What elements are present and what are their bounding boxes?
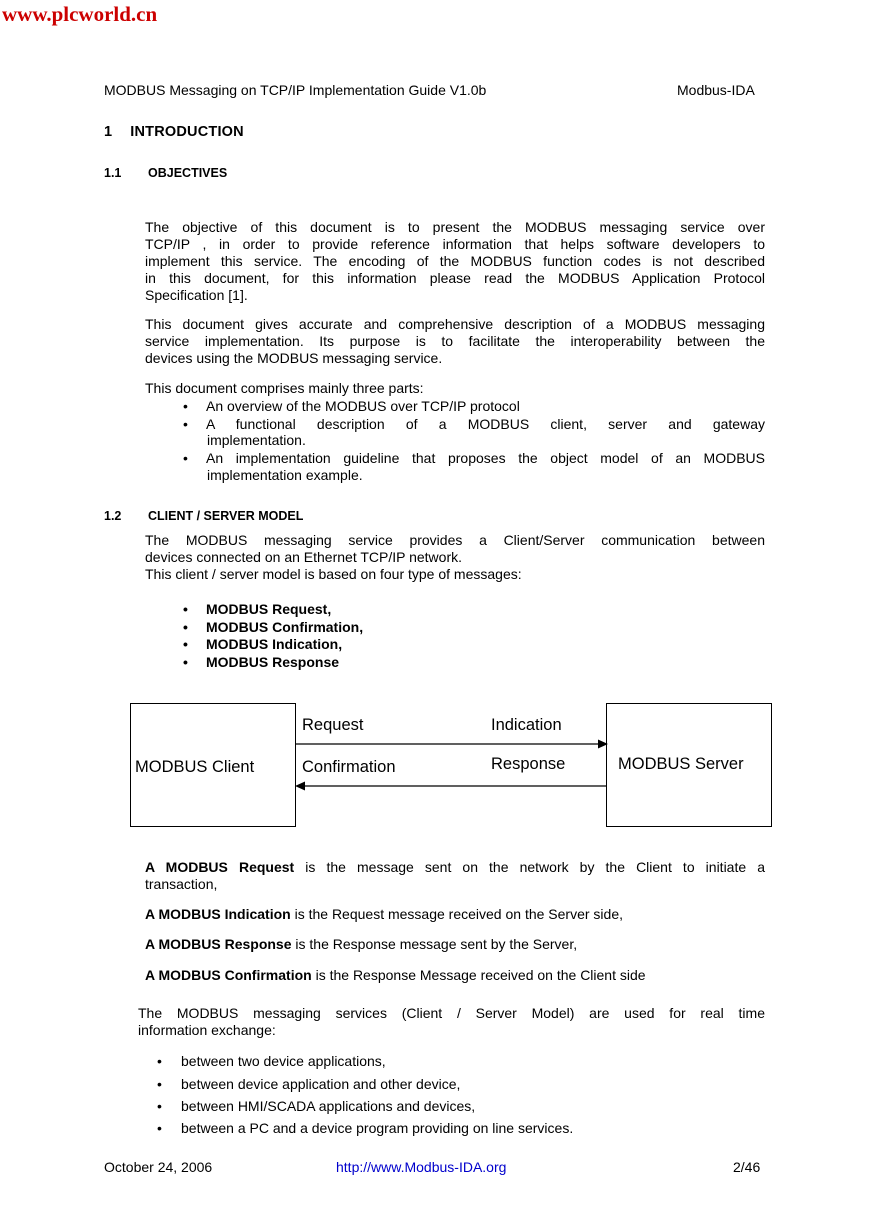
objectives-paragraph-2	[145, 316, 765, 367]
text-line: information exchange:	[138, 1022, 276, 1038]
indication-label: Indication	[491, 716, 562, 734]
bullet-icon: •	[157, 1120, 162, 1136]
objectives-paragraph-3: This document comprises mainly three parts:	[145, 380, 424, 396]
bullet-icon: •	[183, 450, 188, 466]
bullet-icon: •	[183, 654, 188, 670]
term: A MODBUS Response	[145, 936, 292, 952]
list-item	[183, 601, 483, 618]
text-line: The MODBUS messaging service provides a Client/Server communication between	[145, 532, 765, 548]
watermark: www.plcworld.cn	[2, 2, 158, 26]
confirmation-label: Confirmation	[302, 758, 396, 776]
bullet-icon: •	[157, 1076, 162, 1092]
list-item-text: MODBUS Response	[206, 654, 340, 670]
text-line: transaction,	[145, 876, 218, 892]
definition-confirmation	[145, 967, 765, 984]
list-item-text: between two device applications,	[181, 1053, 386, 1069]
list-item	[183, 636, 483, 653]
definition-text: is the Request message received on the Server side,	[290, 906, 623, 922]
definition-response	[145, 936, 765, 953]
bullet-icon: •	[183, 636, 188, 652]
term: A MODBUS Request	[145, 859, 295, 875]
bullet-icon: •	[157, 1053, 162, 1069]
section-number: 1.1	[104, 166, 122, 180]
list-item	[183, 654, 483, 671]
definition-text: is the Response message sent by the Server,	[291, 936, 578, 952]
text-line: devices using the MODBUS messaging service.	[145, 350, 443, 366]
list-item-text: implementation example.	[207, 467, 363, 483]
bullet-icon: •	[183, 601, 188, 617]
text-line: devices connected on an Ethernet TCP/IP network.	[145, 549, 463, 565]
text-line: in this document, for this information please read the MODBUS Application Protocol	[145, 270, 765, 286]
text-line: implement this service. The encoding of the MODBUS function codes is not described	[145, 253, 765, 269]
definition-indication	[145, 906, 765, 923]
realtime-paragraph	[138, 1005, 765, 1039]
list-item	[183, 619, 483, 636]
list-item-text: An overview of the MODBUS over TCP/IP protocol	[206, 398, 520, 414]
list-item	[157, 1120, 757, 1137]
text-line: service implementation. Its purpose is to facilitate the interoperability between the	[145, 333, 765, 349]
server-box	[606, 703, 772, 827]
list-item	[157, 1076, 757, 1093]
section-1-heading	[104, 124, 244, 140]
list-item-text: between a PC and a device program providing on line services.	[181, 1120, 574, 1136]
footer-date: October 24, 2006	[104, 1159, 213, 1175]
bullet-icon: •	[183, 619, 188, 635]
bullet-icon: •	[183, 398, 188, 414]
list-item	[157, 1053, 757, 1070]
text-line: The objective of this document is to present the MODBUS messaging service over	[145, 219, 765, 235]
definition-request	[145, 859, 765, 893]
term: A MODBUS Indication	[145, 906, 291, 922]
footer-link[interactable]: http://www.Modbus-IDA.org	[336, 1159, 507, 1175]
response-arrow-head	[295, 782, 305, 791]
list-item	[183, 398, 765, 415]
header-org: Modbus-IDA	[677, 82, 755, 98]
server-label: MODBUS Server	[618, 755, 744, 773]
list-item-text: MODBUS Request,	[206, 601, 332, 617]
client-label: MODBUS Client	[135, 758, 255, 776]
bullet-icon: •	[183, 416, 188, 432]
list-item	[183, 416, 765, 450]
text-line: TCP/IP , in order to provide reference information that helps software developers to	[145, 236, 765, 252]
list-item-text: An implementation guideline that proposes the object model of an MODBUS	[206, 450, 765, 466]
definition-text: is the Response Message received on the Client side	[311, 967, 646, 983]
text-line: This client / server model is based on four type of messages:	[145, 566, 522, 582]
section-number: 1.2	[104, 509, 122, 523]
bullet-icon: •	[157, 1098, 162, 1114]
section-1-1-heading	[104, 166, 227, 180]
list-item-text: MODBUS Indication,	[206, 636, 343, 652]
section-1-2-heading	[104, 509, 303, 523]
term: A MODBUS Confirmation	[145, 967, 312, 983]
text-line: The MODBUS messaging services (Client / Server Model) are used for real time	[138, 1005, 765, 1021]
request-arrow-head	[598, 740, 608, 749]
list-item-text: MODBUS Confirmation,	[206, 619, 364, 635]
list-item-text: A functional description of a MODBUS client, server and gateway	[206, 416, 765, 432]
list-item	[157, 1098, 757, 1115]
list-item	[183, 450, 765, 484]
list-item-text: between device application and other device,	[181, 1076, 461, 1092]
request-label: Request	[302, 716, 364, 734]
text-line: Specification [1].	[145, 287, 248, 303]
objectives-paragraph-1	[145, 219, 765, 304]
list-item-text: implementation.	[207, 432, 306, 448]
response-label: Response	[491, 755, 566, 773]
client-box	[130, 703, 296, 827]
section-title: OBJECTIVES	[148, 166, 228, 180]
footer-page-number: 2/46	[733, 1159, 761, 1175]
section-title: CLIENT / SERVER MODEL	[148, 509, 304, 523]
section-number: 1	[104, 124, 113, 140]
header-title: MODBUS Messaging on TCP/IP Implementation Guide V1.0b	[104, 82, 487, 98]
definition-text: is the message sent on the network by the Client to initiate a	[294, 859, 766, 875]
text-line: This document gives accurate and comprehensive description of a MODBUS messaging	[145, 316, 765, 332]
client-server-paragraph	[145, 532, 765, 583]
section-title: INTRODUCTION	[130, 124, 244, 140]
list-item-text: between HMI/SCADA applications and devices,	[181, 1098, 476, 1114]
text-line	[145, 859, 765, 876]
